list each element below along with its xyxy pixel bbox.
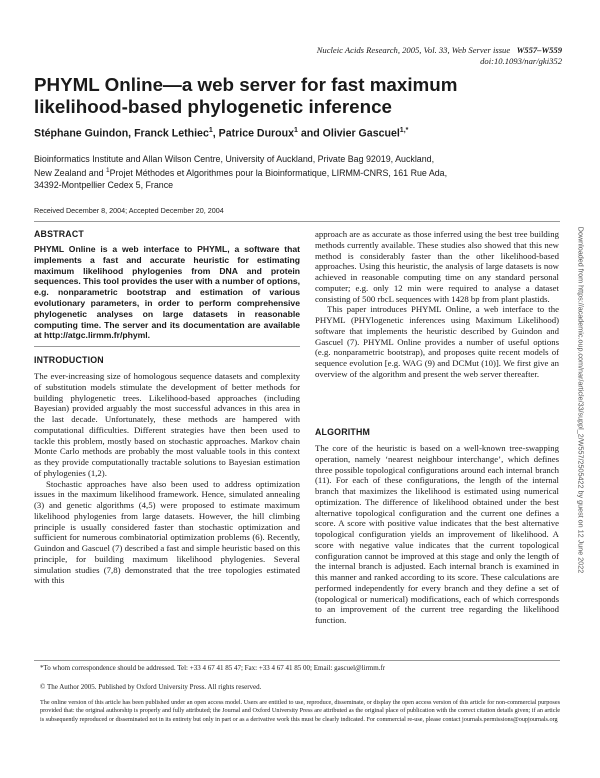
paragraph: approach are as accurate as those inferred using the best tree building methods currently available. These studies also showed that this new method is considerably faster than the other likelihood-based approaches. Using this heuristic, the analysis of large datasets is now achieved in reasonable computing time on any standard personal computer; e.g. only 12 min were required to analyse a dataset consisting of 500 rbcL sequences with 1428 bp from plant plastids. xyxy=(315,229,559,304)
algorithm-section xyxy=(315,427,559,626)
journal-citation: Nucleic Acids Research, 2005, Vol. 33, Web Server issue xyxy=(316,45,511,55)
title-line-2: likelihood-based phylogenetic inference xyxy=(34,96,392,117)
introduction-heading: INTRODUCTION xyxy=(34,355,104,365)
author-4: Olivier Gascuel xyxy=(322,127,400,140)
correspondence-footnote: *To whom correspondence should be addressed. Tel: +33 4 67 41 85 47; Fax: +33 4 67 41 85 00; Email: gascuel@lirmm.fr xyxy=(40,664,386,672)
affiliation-line-3: 34392-Montpellier Cedex 5, France xyxy=(34,179,174,190)
title-line-1: PHYML Online—a web server for fast maximum xyxy=(34,74,458,95)
algorithm-body xyxy=(315,443,559,626)
author-list xyxy=(34,127,574,140)
introduction-section xyxy=(34,355,300,586)
affiliation-marker: 1 xyxy=(106,167,110,174)
affiliation xyxy=(34,153,514,191)
author-2: Franck Lethiec xyxy=(134,127,209,140)
author-separator: and xyxy=(297,127,323,140)
author-3: Patrice Duroux xyxy=(218,127,294,140)
introduction-body xyxy=(34,371,300,586)
abstract-section xyxy=(34,229,300,341)
page-range: W557–W559 xyxy=(516,45,562,55)
affiliation-line-2b: Projet Méthodes et Algorithmes pour la Bioinformatique, LIRMM-CNRS, 161 Rue Ada, xyxy=(109,167,448,178)
paragraph: The ever-increasing size of homologous sequence datasets and complexity of substitution models stimulate the development of better methods for building phylogenetic trees. Likelihood-based approaches (including Bayesian) provided arguably the most successful advances in this area in the last decade. Unfortunately, these methods are hampered with computational difficulties. Different strategies have then been used to tackle this problem, mostly based on stochastic approaches. Markov chain Monte Carlo methods are probably the most valuable tools in this context as they provide computationally tractable solutions to Bayesian estimation of phylogenies (1,2). xyxy=(34,371,300,478)
license-text: The online version of this article has been published under an open access model. Users are entitled to use, reproduce, disseminate, or display the open access version of this article for non-commercial purposes provided that: the original authorship is properly and fully attributed; the Journal and Oxford University Press are attributed as the original place of publication with the correct citation details given; if an article is subsequently reproduced or disseminated not in its entirety but only in part or as a derivative work this must be clearly indicated. For commercial re-use, please contact journals.permissions@oupjournals.org xyxy=(40,699,560,723)
author-2-affil: 1 xyxy=(208,127,213,134)
affiliation-line-1: Bioinformatics Institute and Allan Wilson Centre, University of Auckland, Private Bag 92019, Auckland, xyxy=(34,154,435,164)
doi[interactable]: doi:10.1093/nar/gki352 xyxy=(480,56,562,66)
introduction-continued xyxy=(315,229,559,380)
header-divider xyxy=(34,221,560,222)
affiliation-line-2a: New Zealand and xyxy=(34,167,107,178)
abstract-text: PHYML Online is a web interface to PHYML, a software that implements a fast and accurate heuristic for estimating maximum likelihood phylogenies from DNA and protein sequences. This tool provides the user with a number of options, e.g. nonparametric bootstrap and estimation of various evolutionary parameters, in order to perform comprehensive phylogenetic analyses on large datasets in reasonable computing time. The server and its documentation are available at http://atgc.lirmm.fr/phyml. xyxy=(34,244,300,341)
journal-header xyxy=(317,45,562,67)
author-1: Stéphane Guindon, xyxy=(34,127,135,140)
copyright-notice: © The Author 2005. Published by Oxford University Press. All rights reserved. xyxy=(40,683,262,691)
received-dates: Received December 8, 2004; Accepted December 20, 2004 xyxy=(34,206,224,215)
paragraph: The core of the heuristic is based on a well-known tree-swapping operation, namely ‘nearest neighbour interchange’, which defines three possible topological configurations around each internal branch (11). For each of these configurations, the length of the internal branch that maximizes the likelihood is estimated using numerical optimization. The difference of likelihood obtained under the best alternative topological configuration and the current one defines a score. A score with positive value indicates that the best alternative topological configuration yields an improvement of likelihood. A score with negative value indicates that the current topological configuration cannot be improved at this stage and only the length of the internal branch is adjusted. Each internal branch is examined in this manner and ranked according to its score. These calculations are performed independently for every branch and they define a set of (topological or numerical) modifications, each of which corresponds to an improvement of the current tree regarding the likelihood function. xyxy=(315,443,559,625)
paragraph: Stochastic approaches have also been used to address optimization issues in the maximum likelihood framework. Hence, simulated annealing (3) and genetic algorithms (4,5) were proposed to estimate maximum likelihood phylogenies from large datasets. However, the hill climbing principle is usually considered faster than stochastic optimization and sufficient for numerous combinatorial optimization problems (6). Recently, Guindon and Gascuel (7) described a fast and simple heuristic based on this principle, for building maximum likelihood phylogenies. Several simulation studies (7,8) demonstrated that the tree topologies estimated with this xyxy=(34,478,300,586)
affiliation-line-2 xyxy=(34,165,514,179)
abstract-divider xyxy=(34,346,300,347)
author-3-affil: 1 xyxy=(294,127,298,134)
introduction-body-continued xyxy=(315,229,559,380)
download-watermark xyxy=(574,205,588,595)
algorithm-heading: ALGORITHM xyxy=(315,427,371,437)
download-watermark-text: Downloaded from https://academic.oup.com/nar/article/33/suppl_2/W557/2505422 by guest on 12 June 2022 xyxy=(576,226,586,574)
abstract-heading: ABSTRACT xyxy=(34,229,84,239)
footnote-divider xyxy=(34,660,560,661)
paragraph: This paper introduces PHYML Online, a web interface to the PHYML (PHYlogenetic inferences using Maximum Likelihood) software that implements the heuristic described by Guindon and Gascuel (7). PHYML Online provides a number of useful options (e.g. nonparametric bootstrap), and proposes quite recent models of sequence evolution [e.g. WAG (9) and DCMut (10)]. We first give an overview of the algorithm and present the web server thereafter. xyxy=(315,304,559,379)
author-separator: , xyxy=(212,127,219,140)
author-4-affil: 1,* xyxy=(399,127,409,134)
paper-title xyxy=(34,74,564,118)
